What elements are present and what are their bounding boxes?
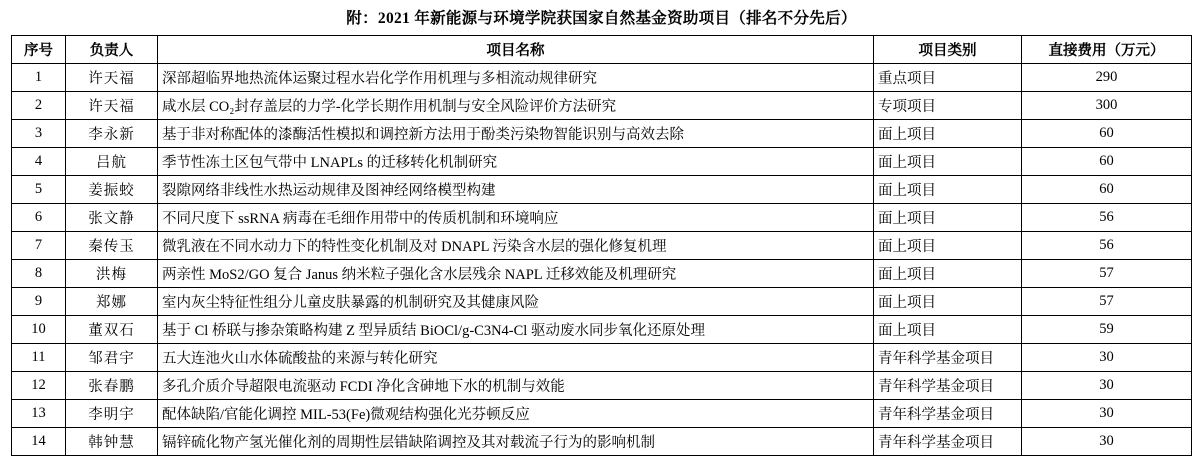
cell-name: 两亲性 MoS2/GO 复合 Janus 纳米粒子强化含水层残余 NAPL 迁移效能及机理研究 [158, 260, 874, 288]
table-row [12, 176, 1192, 204]
cell-type: 青年科学基金项目 [874, 400, 1022, 428]
cell-name: 不同尺度下 ssRNA 病毒在毛细作用带中的传质机制和环境响应 [158, 204, 874, 232]
cell-pi: 张春鹏 [66, 372, 158, 400]
cell-name: 微乳液在不同水动力下的特性变化机制及对 DNAPL 污染含水层的强化修复机理 [158, 232, 874, 260]
column-header-fund: 直接费用（万元） [1022, 36, 1192, 64]
cell-fund: 30 [1022, 344, 1192, 372]
column-header-type: 项目类别 [874, 36, 1022, 64]
table-row [12, 372, 1192, 400]
table-row [12, 316, 1192, 344]
cell-type: 面上项目 [874, 120, 1022, 148]
page-title: 附：2021 年新能源与环境学院获国家自然基金资助项目（排名不分先后） [346, 10, 857, 27]
cell-no: 3 [12, 120, 66, 148]
table-row [12, 288, 1192, 316]
cell-type: 面上项目 [874, 288, 1022, 316]
cell-no: 6 [12, 204, 66, 232]
table-header-row [12, 36, 1192, 64]
grant-projects-table [11, 35, 1192, 456]
cell-pi: 李明宇 [66, 400, 158, 428]
cell-fund: 56 [1022, 204, 1192, 232]
table-header [12, 36, 1192, 64]
table-row [12, 260, 1192, 288]
cell-type: 面上项目 [874, 316, 1022, 344]
cell-pi: 许天福 [66, 92, 158, 120]
cell-no: 5 [12, 176, 66, 204]
cell-type: 面上项目 [874, 204, 1022, 232]
table-row [12, 344, 1192, 372]
cell-type: 面上项目 [874, 232, 1022, 260]
cell-no: 9 [12, 288, 66, 316]
cell-name: 裂隙网络非线性水热运动规律及图神经网络模型构建 [158, 176, 874, 204]
cell-type: 面上项目 [874, 176, 1022, 204]
column-header-no: 序号 [12, 36, 66, 64]
cell-fund: 60 [1022, 148, 1192, 176]
table-row [12, 428, 1192, 456]
table-row [12, 64, 1192, 92]
cell-name: 多孔介质介导超限电流驱动 FCDI 净化含砷地下水的机制与效能 [158, 372, 874, 400]
cell-no: 7 [12, 232, 66, 260]
column-header-pi: 负责人 [66, 36, 158, 64]
table-row [12, 120, 1192, 148]
cell-no: 11 [12, 344, 66, 372]
cell-fund: 30 [1022, 372, 1192, 400]
cell-name: 基于非对称配体的漆酶活性模拟和调控新方法用于酚类污染物智能识别与高效去除 [158, 120, 874, 148]
cell-no: 10 [12, 316, 66, 344]
table-row [12, 92, 1192, 120]
cell-name: 五大连池火山水体硫酸盐的来源与转化研究 [158, 344, 874, 372]
cell-type: 青年科学基金项目 [874, 344, 1022, 372]
cell-type: 重点项目 [874, 64, 1022, 92]
cell-name: 深部超临界地热流体运聚过程水岩化学作用机理与多相流动规律研究 [158, 64, 874, 92]
cell-name: 咸水层 CO₂封存盖层的力学-化学长期作用机制与安全风险评价方法研究 [158, 92, 874, 120]
cell-fund: 30 [1022, 400, 1192, 428]
cell-fund: 290 [1022, 64, 1192, 92]
cell-pi: 许天福 [66, 64, 158, 92]
cell-name: 室内灰尘特征性组分儿童皮肤暴露的机制研究及其健康风险 [158, 288, 874, 316]
cell-name: 季节性冻土区包气带中 LNAPLs 的迁移转化机制研究 [158, 148, 874, 176]
cell-fund: 60 [1022, 176, 1192, 204]
cell-pi: 姜振蛟 [66, 176, 158, 204]
cell-type: 专项项目 [874, 92, 1022, 120]
table-row [12, 148, 1192, 176]
cell-type: 青年科学基金项目 [874, 428, 1022, 456]
cell-fund: 57 [1022, 288, 1192, 316]
cell-type: 面上项目 [874, 260, 1022, 288]
cell-no: 13 [12, 400, 66, 428]
cell-pi: 韩钟慧 [66, 428, 158, 456]
cell-fund: 30 [1022, 428, 1192, 456]
cell-no: 14 [12, 428, 66, 456]
cell-no: 4 [12, 148, 66, 176]
table-row [12, 232, 1192, 260]
cell-no: 12 [12, 372, 66, 400]
cell-name: 配体缺陷/官能化调控 MIL-53(Fe)微观结构强化光芬顿反应 [158, 400, 874, 428]
cell-no: 2 [12, 92, 66, 120]
cell-name: 基于 Cl 桥联与掺杂策略构建 Z 型异质结 BiOCl/g-C3N4-Cl 驱动废水同步氧化还原处理 [158, 316, 874, 344]
table-row [12, 204, 1192, 232]
cell-type: 面上项目 [874, 148, 1022, 176]
cell-no: 8 [12, 260, 66, 288]
cell-pi: 秦传玉 [66, 232, 158, 260]
cell-fund: 56 [1022, 232, 1192, 260]
cell-pi: 郑娜 [66, 288, 158, 316]
cell-pi: 吕航 [66, 148, 158, 176]
cell-fund: 59 [1022, 316, 1192, 344]
cell-pi: 董双石 [66, 316, 158, 344]
table-row [12, 400, 1192, 428]
column-header-name: 项目名称 [158, 36, 874, 64]
cell-fund: 57 [1022, 260, 1192, 288]
cell-no: 1 [12, 64, 66, 92]
cell-type: 青年科学基金项目 [874, 372, 1022, 400]
cell-name: 镉锌硫化物产氢光催化剂的周期性层错缺陷调控及其对载流子行为的影响机制 [158, 428, 874, 456]
cell-pi: 洪梅 [66, 260, 158, 288]
cell-pi: 李永新 [66, 120, 158, 148]
cell-fund: 300 [1022, 92, 1192, 120]
cell-pi: 邹君宇 [66, 344, 158, 372]
table-body [12, 64, 1192, 456]
cell-fund: 60 [1022, 120, 1192, 148]
cell-pi: 张文静 [66, 204, 158, 232]
